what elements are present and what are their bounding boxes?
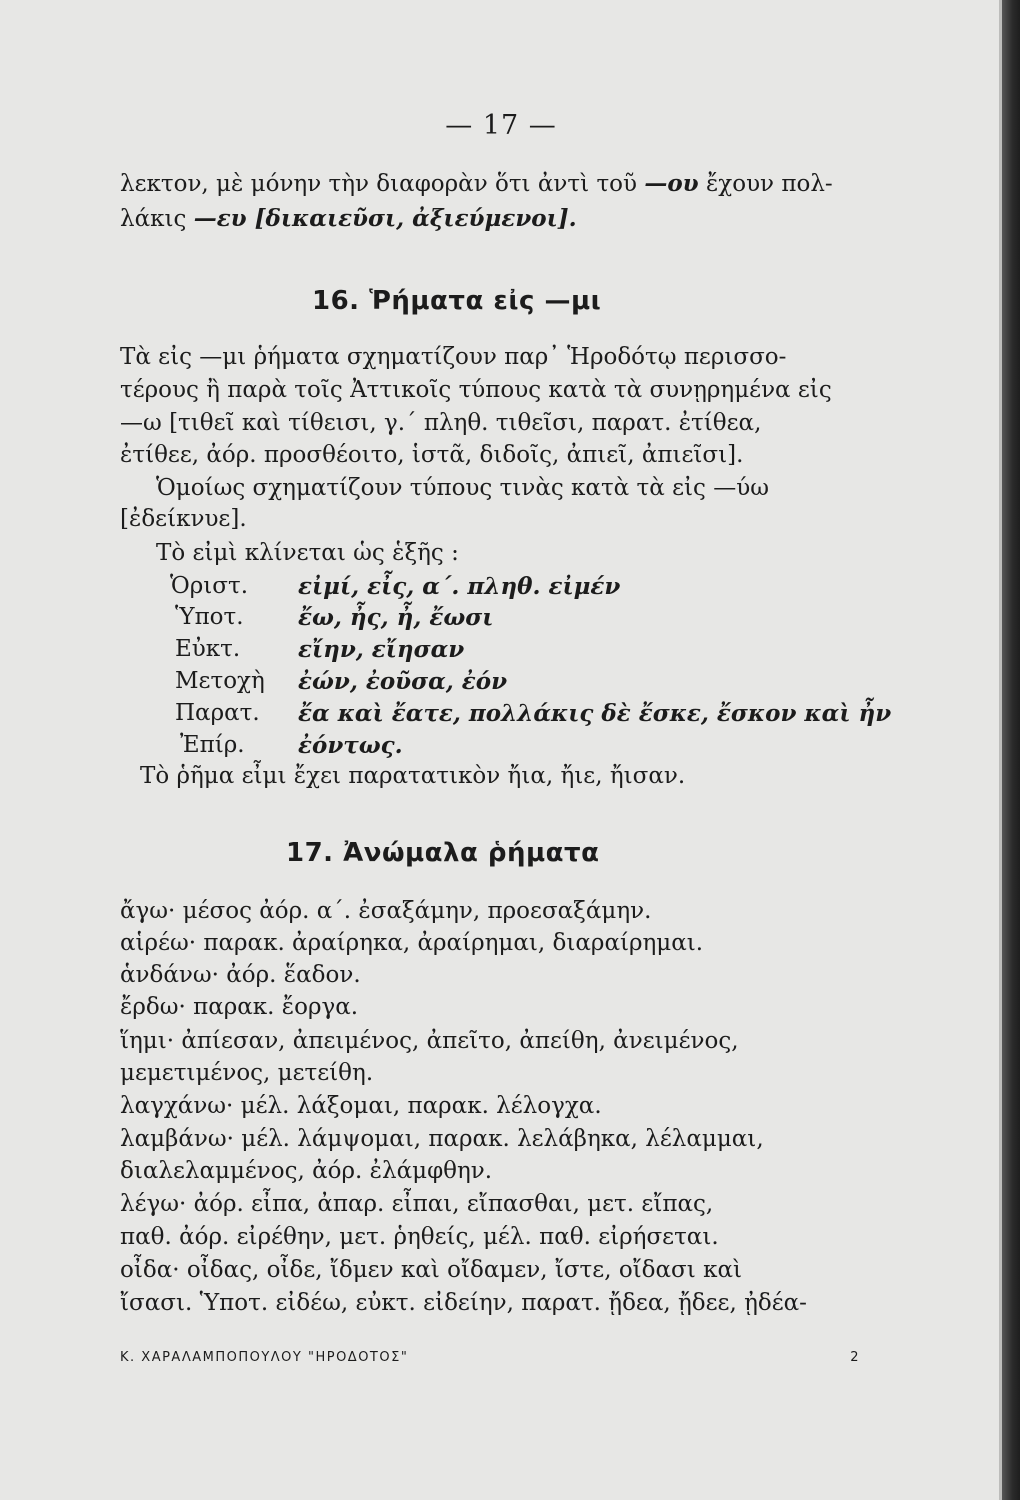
conj-mood: Ἐπίρ.	[180, 732, 245, 758]
book-edge	[1002, 0, 1020, 1500]
intro-text-end: ἔχουν πολ-	[705, 171, 833, 197]
s16-line: Τὰ εἰς —μι ῥήματα σχηματίζουν παρ᾽ Ἡροδότῳ περισσο-	[120, 344, 787, 370]
s17-line: ἔρδω· παρακ. ἔοργα.	[120, 994, 359, 1020]
conj-forms: ἐόντως.	[298, 732, 403, 759]
intro-text: λεκτον, μὲ μόνην τὴν διαφορὰν ὅτι ἀντὶ τοῦ	[120, 171, 638, 197]
page-number: — 17 —	[445, 110, 557, 141]
s17-line: ἵημι· ἀπίεσαν, ἀπειμένος, ἀπεῖτο, ἀπείθη, ἀνειμένος,	[120, 1028, 739, 1054]
s16-line: [ἐδείκνυε].	[120, 506, 247, 532]
s17-line: λαμβάνω· μέλ. λάμψομαι, παρακ. λελάβηκα, λέλαμμαι,	[120, 1126, 764, 1152]
conj-forms: ἔω, ἦς, ἦ, ἔωσι	[298, 604, 494, 631]
s17-line: ἴσασι. Ὑποτ. εἰδέω, εὐκτ. εἰδείην, παρατ. ᾔδεα, ᾔδεε, ᾐδέα-	[120, 1290, 807, 1316]
s17-line: λαγχάνω· μέλ. λάξομαι, παρακ. λέλογχα.	[120, 1093, 602, 1119]
section-16-title: 16. Ῥήματα εἰς —μι	[312, 286, 602, 316]
s16-line: Τὸ εἰμὶ κλίνεται ὡς ἑξῆς :	[156, 540, 459, 566]
page-footer	[120, 1350, 860, 1365]
conj-mood: Μετοχὴ	[175, 668, 265, 694]
s17-line: αἱρέω· παρακ. ἀραίρηκα, ἀραίρημαι, διαραίρημαι.	[120, 930, 704, 956]
s17-line: οἶδα· οἶδας, οἶδε, ἴδμεν καὶ οἴδαμεν, ἴστε, οἴδασι καὶ	[120, 1257, 743, 1283]
s16-closing: Τὸ ῥῆμα εἶμι ἔχει παρατατικὸν ἤια, ἤιε, ἤισαν.	[140, 763, 686, 789]
s17-line: ἁνδάνω· ἀόρ. ἕαδον.	[120, 962, 361, 988]
s17-line: λέγω· ἀόρ. εἶπα, ἀπαρ. εἶπαι, εἴπασθαι, μετ. εἴπας,	[120, 1191, 714, 1217]
s17-line: διαλελαμμένος, ἀόρ. ἐλάμφθην.	[120, 1158, 493, 1184]
intro-example: —ευ [δικαιεῦσι, ἀξιεύμενοι].	[193, 205, 577, 232]
s16-line: ἐτίθεε, ἀόρ. προσθέοιτο, ἱστᾶ, διδοῖς, ἀπιεῖ, ἀπιεῖσι].	[120, 442, 744, 468]
intro-line-2	[120, 207, 577, 231]
conj-forms: εἰμί, εἶς, α´. πληθ. εἰμέν	[298, 573, 621, 600]
conj-forms: ἔα καὶ ἔατε, πολλάκις δὲ ἔσκε, ἔσκον καὶ ἦν	[298, 700, 892, 727]
footer-signature-number: 2	[850, 1350, 860, 1365]
intro-text: λάκις	[120, 206, 187, 232]
conj-mood: Ὁριστ.	[170, 573, 249, 599]
s16-line: Ὁμοίως σχηματίζουν τύπους τινὰς κατὰ τὰ εἰς —ύω	[156, 475, 769, 501]
conj-mood: Εὐκτ.	[175, 636, 241, 662]
s17-line: μεμετιμένος, μετείθη.	[120, 1060, 374, 1086]
s17-line: ἄγω· μέσος ἀόρ. α´. ἐσαξάμην, προεσαξάμην.	[120, 898, 652, 924]
s16-line: —ω [τιθεῖ καὶ τίθεισι, γ.´ πληθ. τιθεῖσι, παρατ. ἐτίθεα,	[120, 410, 762, 436]
intro-ending: —ου	[644, 170, 699, 197]
footer-author-title: Κ. ΧΑΡΑΛΑΜΠΟΠΟΥΛΟΥ "ΗΡΟΔΟΤΟΣ"	[120, 1350, 409, 1365]
s16-line: τέρους ἢ παρὰ τοῖς Ἀττικοῖς τύπους κατὰ τὰ συνῃρημένα εἰς	[120, 377, 832, 403]
conj-mood: Ὑποτ.	[175, 604, 244, 630]
conj-mood: Παρατ.	[175, 700, 260, 726]
intro-line-1	[120, 172, 833, 196]
conj-forms: εἴην, εἴησαν	[298, 636, 465, 663]
conj-forms: ἐών, ἐοῦσα, ἐόν	[298, 668, 508, 695]
s17-line: παθ. ἀόρ. εἰρέθην, μετ. ῥηθείς, μέλ. παθ. εἰρήσεται.	[120, 1224, 719, 1250]
section-17-title: 17. Ἀνώμαλα ῥήματα	[286, 838, 600, 868]
